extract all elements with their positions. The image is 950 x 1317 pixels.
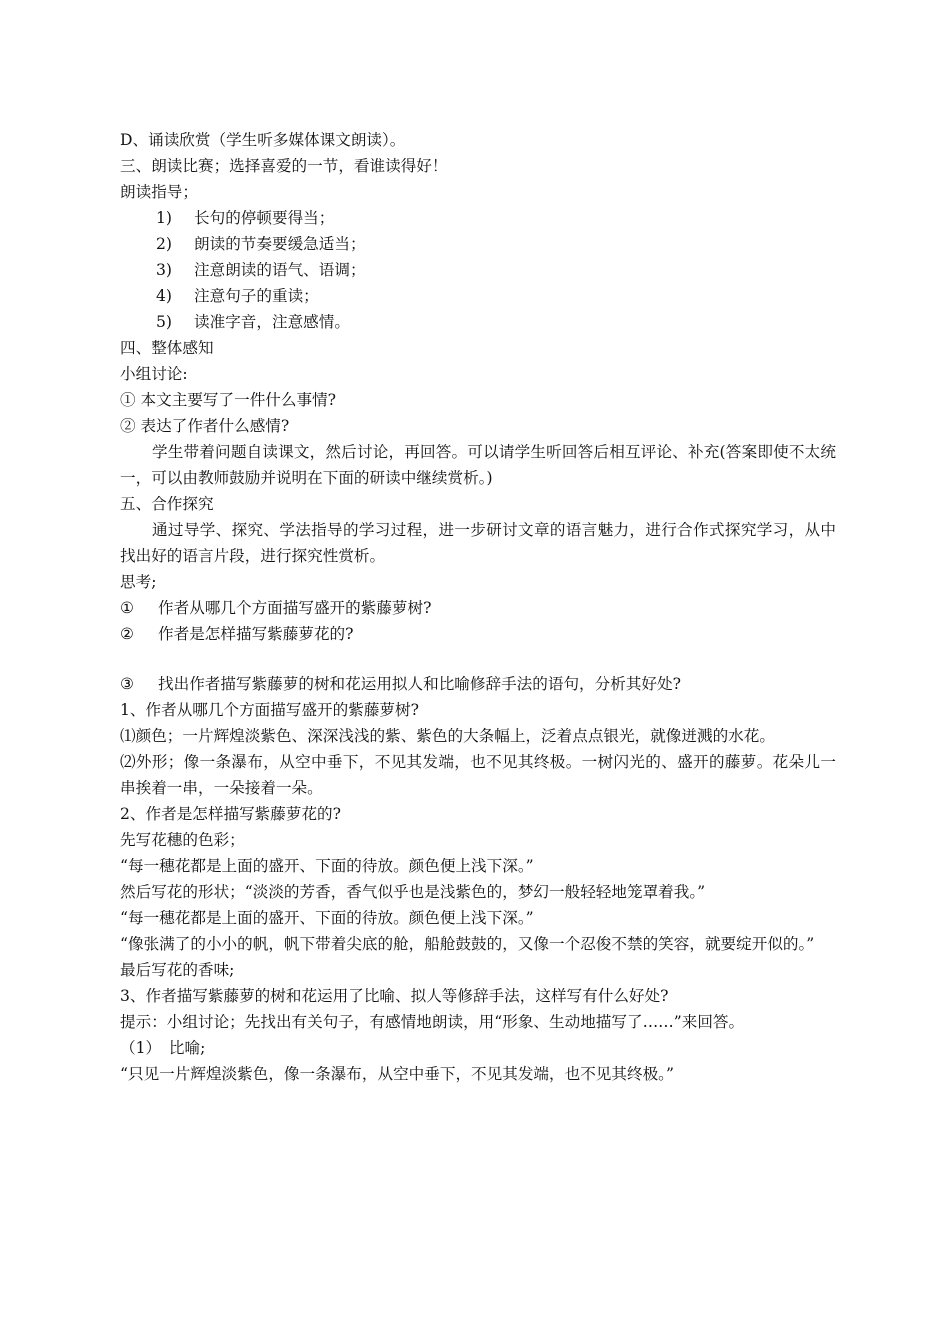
quote-line: “只见一片辉煌淡紫色，像一条瀑布，从空中垂下，不见其发端，也不见其终极。” bbox=[120, 1065, 674, 1083]
section-heading: 五、合作探究 bbox=[120, 495, 214, 513]
document-body bbox=[120, 127, 836, 1087]
paragraph: 通过导学、探究、学法指导的学习过程，进一步研讨文章的语言魅力，进行合作式探究学习，从中找出好的语言片段，进行探究性赏析。 bbox=[120, 521, 836, 565]
section-heading: 三、朗读比赛；选择喜爱的一节，看谁读得好！ bbox=[120, 157, 448, 175]
quote-line: “每一穗花都是上面的盛开、下面的待放。颜色便上浅下深。” bbox=[120, 909, 534, 927]
text-line: 3、作者描写紫藤萝的树和花运用了比喻、拟人等修辞手法，这样写有什么好处? bbox=[120, 987, 669, 1005]
question-item: ① 作者从哪几个方面描写盛开的紫藤萝树? bbox=[120, 599, 432, 617]
paragraph: ⑴颜色；一片辉煌淡紫色、深深浅浅的紫、紫色的大条幅上，泛着点点银光，就像迸溅的水花。 bbox=[120, 727, 775, 745]
list-item: 2) 朗读的节奏要缓急适当； bbox=[156, 235, 366, 253]
blank-line bbox=[120, 647, 836, 671]
text-line: 先写花穗的色彩； bbox=[120, 831, 245, 849]
question-item: ③ 找出作者描写紫藤萝的树和花运用拟人和比喻修辞手法的语句，分析其好处? bbox=[120, 675, 681, 693]
text-line: 然后写花的形状；“淡淡的芳香，香气似乎也是浅紫色的，梦幻一般轻轻地笼罩着我。” bbox=[120, 883, 706, 901]
list-item: 3) 注意朗读的语气、语调； bbox=[156, 261, 366, 279]
text-line: 小组讨论: bbox=[120, 365, 188, 383]
list-item: 1) 长句的停顿要得当； bbox=[156, 209, 335, 227]
list-item: 5) 读准字音，注意感情。 bbox=[156, 313, 350, 331]
section-heading: 四、整体感知 bbox=[120, 339, 214, 357]
text-line: 1、作者从哪几个方面描写盛开的紫藤萝树? bbox=[120, 701, 419, 719]
quote-line: “每一穗花都是上面的盛开、下面的待放。颜色便上浅下深。” bbox=[120, 857, 534, 875]
list-item: 4) 注意句子的重读； bbox=[156, 287, 319, 305]
question-item: ② 作者是怎样描写紫藤萝花的? bbox=[120, 625, 354, 643]
text-line: 2、作者是怎样描写紫藤萝花的? bbox=[120, 805, 342, 823]
paragraph: “像张满了的小小的帆，帆下带着尖底的舱，船舱鼓鼓的，又像一个忍俊不禁的笑容，就要绽开似的。” bbox=[120, 935, 815, 953]
text-line: 朗读指导； bbox=[120, 183, 198, 201]
text-line: ① 本文主要写了一件什么事情? bbox=[120, 391, 337, 409]
paragraph: ⑵外形；像一条瀑布，从空中垂下，不见其发端，也不见其终极。一树闪光的、盛开的藤萝。花朵儿一串挨着一串，一朵接着一朵。 bbox=[120, 753, 836, 797]
paragraph: 提示：小组讨论；先找出有关句子，有感情地朗读，用“形象、生动地描写了……”来回答。 bbox=[120, 1013, 745, 1031]
text-line: D、诵读欣赏（学生听多媒体课文朗读）。 bbox=[120, 131, 406, 149]
paragraph: 学生带着问题自读课文，然后讨论，再回答。可以请学生听回答后相互评论、补充(答案即使不太统一，可以由教师鼓励并说明在下面的研读中继续赏析。) bbox=[120, 443, 836, 487]
text-line: （1） 比喻; bbox=[120, 1039, 206, 1057]
text-line: ② 表达了作者什么感情? bbox=[120, 417, 290, 435]
text-line: 最后写花的香味; bbox=[120, 961, 235, 979]
text-line: 思考; bbox=[120, 573, 157, 591]
